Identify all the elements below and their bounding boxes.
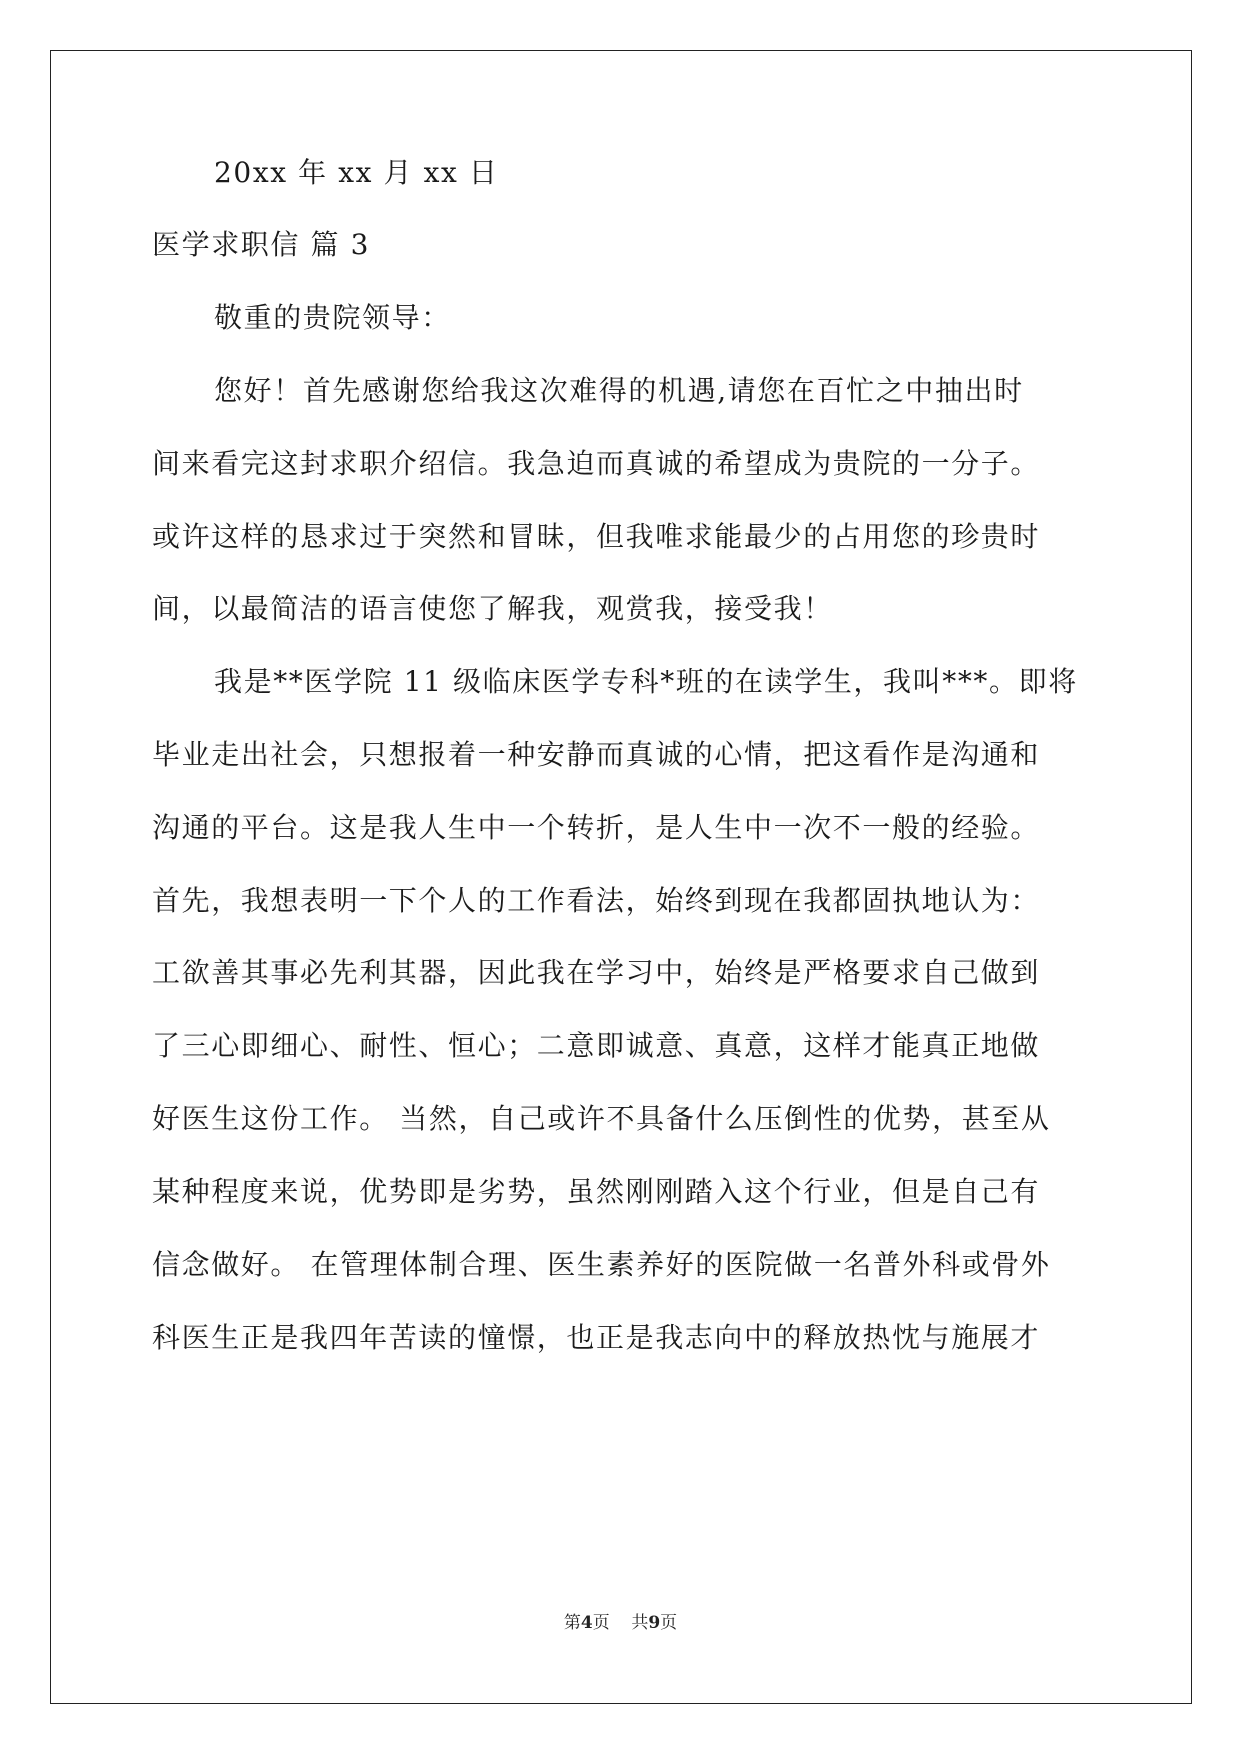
page-border bbox=[50, 50, 1192, 1704]
body-line: 您好！首先感谢您给我这次难得的机遇,请您在百忙之中抽出时 bbox=[214, 374, 1024, 407]
footer-total-unit: 页 bbox=[660, 1613, 678, 1633]
body-line: 我是**医学院 11 级临床医学专科*班的在读学生，我叫***。即将 bbox=[214, 665, 1078, 698]
footer-total-prefix: 共 bbox=[631, 1613, 649, 1633]
body-line: 首先，我想表明一下个人的工作看法，始终到现在我都固执地认为： bbox=[152, 884, 1041, 917]
page-footer bbox=[0, 1612, 1241, 1634]
body-line: 或许这样的恳求过于突然和冒昧，但我唯求能最少的占用您的珍贵时 bbox=[152, 520, 1041, 553]
footer-prefix: 第 bbox=[563, 1613, 581, 1633]
body-line: 科医生正是我四年苦读的憧憬，也正是我志向中的释放热忱与施展才 bbox=[152, 1321, 1041, 1354]
section-title: 医学求职信 篇 3 bbox=[152, 228, 371, 261]
total-page-count: 9 bbox=[648, 1613, 661, 1633]
body-line: 好医生这份工作。 当然，自己或许不具备什么压倒性的优势，甚至从 bbox=[152, 1102, 1051, 1135]
current-page-number: 4 bbox=[580, 1613, 593, 1633]
footer-page-unit: 页 bbox=[592, 1613, 610, 1633]
body-line: 了三心即细心、耐性、恒心；二意即诚意、真意，这样才能真正地做 bbox=[152, 1029, 1041, 1062]
body-line: 间来看完这封求职介绍信。我急迫而真诚的希望成为贵院的一分子。 bbox=[152, 447, 1041, 480]
date-line: 20xx 年 xx 月 xx 日 bbox=[214, 156, 499, 189]
body-line: 沟通的平台。这是我人生中一个转折，是人生中一次不一般的经验。 bbox=[152, 811, 1041, 844]
salutation: 敬重的贵院领导： bbox=[214, 301, 451, 334]
body-line: 间，以最简洁的语言使您了解我，观赏我，接受我！ bbox=[152, 592, 833, 625]
body-line: 毕业走出社会，只想报着一种安静而真诚的心情，把这看作是沟通和 bbox=[152, 738, 1041, 771]
body-line: 某种程度来说，优势即是劣势，虽然刚刚踏入这个行业，但是自己有 bbox=[152, 1175, 1041, 1208]
body-line: 工欲善其事必先利其器，因此我在学习中，始终是严格要求自己做到 bbox=[152, 956, 1041, 989]
body-line: 信念做好。 在管理体制合理、医生素养好的医院做一名普外科或骨外 bbox=[152, 1248, 1051, 1281]
